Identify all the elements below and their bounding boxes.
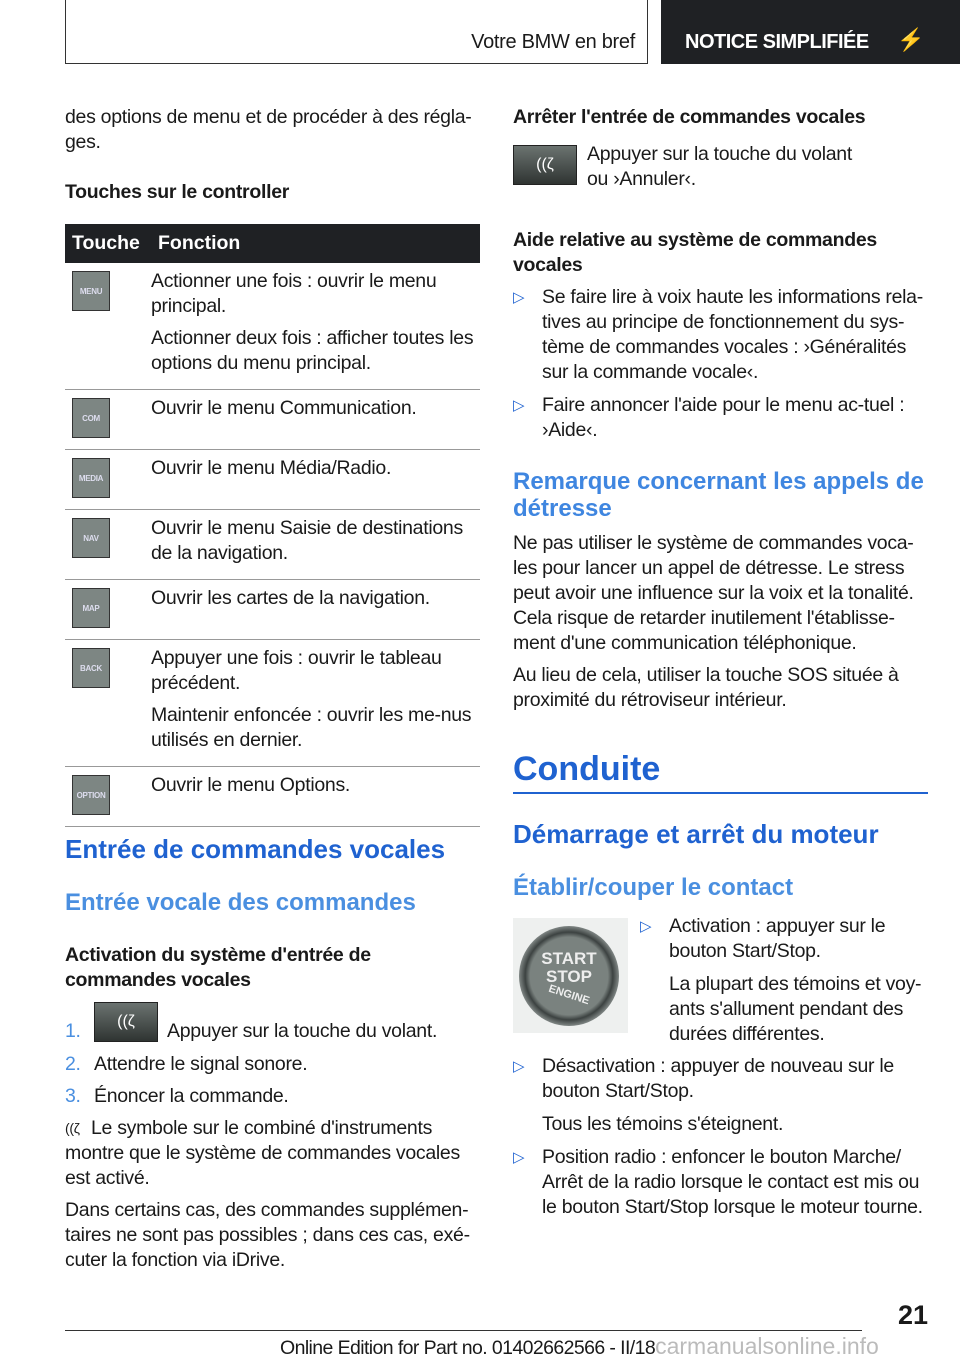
list-item <box>513 1145 928 1220</box>
col-touche: Touche <box>65 224 151 263</box>
deactivation-note: Tous les témoins s'éteignent. <box>542 1113 784 1135</box>
footer-rule <box>65 1330 862 1331</box>
table-row <box>65 767 480 827</box>
step-3 <box>65 1084 289 1109</box>
item-text: Faire annoncer l'aide pour le menu ac-tuel : ›Aide‹. <box>542 394 905 441</box>
start-stop-button-image <box>513 918 628 1033</box>
function-text: Ouvrir les cartes de la navigation. <box>151 587 430 609</box>
item-text: Activation : appuyer sur le bouton Start/Stop. <box>669 915 886 962</box>
footer <box>280 1333 879 1360</box>
activation-note: La plupart des témoins et voy-ants s'allument pendant des durées différentes. <box>669 973 922 1045</box>
triangle-bullet-icon: ▷ <box>513 397 525 414</box>
voice-subheading: Entrée vocale des commandes <box>65 889 416 916</box>
option-key-icon: OPTION <box>72 775 110 815</box>
header-chapter-box <box>661 0 960 64</box>
step-number: 2. <box>65 1053 81 1075</box>
header-chapter: NOTICE SIMPLIFIÉE <box>685 31 869 53</box>
stop-label: STOP <box>546 967 592 986</box>
function-text: Actionner deux fois : afficher toutes les options du menu principal. <box>151 327 474 374</box>
table-row <box>65 580 480 640</box>
list-item <box>513 285 923 385</box>
triangle-bullet-icon: ▷ <box>513 289 525 306</box>
function-text: Ouvrir le menu Saisie de destinations de la navigation. <box>151 517 463 564</box>
table-row <box>65 263 480 390</box>
list-item <box>513 1054 928 1104</box>
stop-title: Arrêter l'entrée de commandes vocales <box>513 106 866 128</box>
table-row <box>65 510 480 580</box>
contact-list <box>513 1054 928 1228</box>
conduite-heading: Conduite <box>513 750 661 788</box>
item-text: Se faire lire à voix haute les informations rela-tives au principe de fonctionnement du sys-tème de commandes vocales : ›Généralités sur la commande vocale‹. <box>542 286 923 383</box>
controller-table <box>65 224 480 827</box>
media-key-icon: MEDIA <box>72 458 110 498</box>
divider <box>513 792 928 794</box>
triangle-bullet-icon: ▷ <box>513 1149 525 1166</box>
function-text: Actionner une fois : ouvrir le menu principal. <box>151 270 437 317</box>
triangle-bullet-icon: ▷ <box>513 1058 525 1075</box>
back-key-icon: BACK <box>72 648 110 688</box>
activation-block <box>640 914 930 1047</box>
distress-title: Remarque concernant les appels de détresse <box>513 468 924 522</box>
step-text: Énoncer la commande. <box>94 1085 289 1107</box>
intro-text: des options de menu et de procéder à des régla-ges. <box>65 106 472 153</box>
controller-title: Touches sur le controller <box>65 181 290 203</box>
symbol-note-text: Le symbole sur le combiné d'instruments montre que le système de commandes vocales est activé. <box>65 1117 460 1189</box>
function-text: Ouvrir le menu Média/Radio. <box>151 457 392 479</box>
help-list <box>513 285 923 451</box>
idrive-note: Dans certains cas, des commandes supplémen-taires ne sont pas possibles ; dans ces cas, exé-cuter la fonction via iDrive. <box>65 1199 470 1271</box>
table-row <box>65 390 480 450</box>
voice-button-icon: ((ζ <box>513 145 577 185</box>
list-item <box>640 914 930 964</box>
voice-symbol-icon: ((ζ <box>65 1120 80 1136</box>
function-text: Maintenir enfoncée : ouvrir les me-nus utilisés en dernier. <box>151 704 472 751</box>
function-text: Appuyer une fois : ouvrir le tableau précédent. <box>151 647 442 694</box>
item-text: Position radio : enfoncer le bouton Marche/ Arrêt de la radio lorsque le contact est mis ou le bouton Start/Stop lorsque le moteur tourne. <box>542 1146 923 1218</box>
function-text: Ouvrir le menu Options. <box>151 774 351 796</box>
distress-p1: Ne pas utiliser le système de commandes voca-les pour lancer un appel de détresse. Le stress peut avoir une influence sur la voix et la tonalité. Cela risque de retarder inutilement l'établisse-ment d'une communication téléphonique. <box>513 532 914 654</box>
col-fonction: Fonction <box>151 224 480 263</box>
start-label: START <box>541 949 597 968</box>
table-row <box>65 640 480 767</box>
step-number: 1. <box>65 1020 81 1042</box>
header-section: Votre BMW en bref <box>471 31 635 53</box>
step-number: 3. <box>65 1085 81 1107</box>
map-key-icon: MAP <box>72 588 110 628</box>
function-text: Ouvrir le menu Communication. <box>151 397 417 419</box>
distress-p2: Au lieu de cela, utiliser la touche SOS située à proximité du rétroviseur intérieur. <box>513 664 899 711</box>
contact-heading: Établir/couper le contact <box>513 874 794 901</box>
wand-icon: ⚡ <box>897 27 925 52</box>
activation-title: Activation du système d'entrée de commandes vocales <box>65 944 371 991</box>
step-2 <box>65 1052 308 1077</box>
symbol-note <box>65 1116 475 1191</box>
stop-text: Appuyer sur la touche du volant ou ›Annuler‹. <box>587 143 852 190</box>
step-1 <box>65 1019 81 1044</box>
list-item <box>513 393 923 443</box>
triangle-bullet-icon: ▷ <box>640 918 652 935</box>
com-key-icon: COM <box>72 398 110 438</box>
engine-label: ENGINE <box>547 982 591 1008</box>
header-section-box <box>65 0 648 64</box>
help-title: Aide relative au système de commandes vocales <box>513 229 877 276</box>
table-row <box>65 450 480 510</box>
step-text: Attendre le signal sonore. <box>94 1053 308 1075</box>
page-number: 21 <box>897 1300 928 1330</box>
item-text: Désactivation : appuyer de nouveau sur le bouton Start/Stop. <box>542 1055 894 1102</box>
step-text: Appuyer sur la touche du volant. <box>167 1020 438 1042</box>
watermark: carmanualsonline.info <box>655 1333 879 1359</box>
engine-heading: Démarrage et arrêt du moteur <box>513 819 879 849</box>
nav-key-icon: NAV <box>72 518 110 558</box>
menu-key-icon: MENU <box>72 271 110 311</box>
voice-button-icon: ((ζ <box>94 1002 158 1042</box>
edition-text: Online Edition for Part no. 01402662566 - II/18 <box>280 1337 656 1359</box>
voice-heading: Entrée de commandes vocales <box>65 834 446 864</box>
